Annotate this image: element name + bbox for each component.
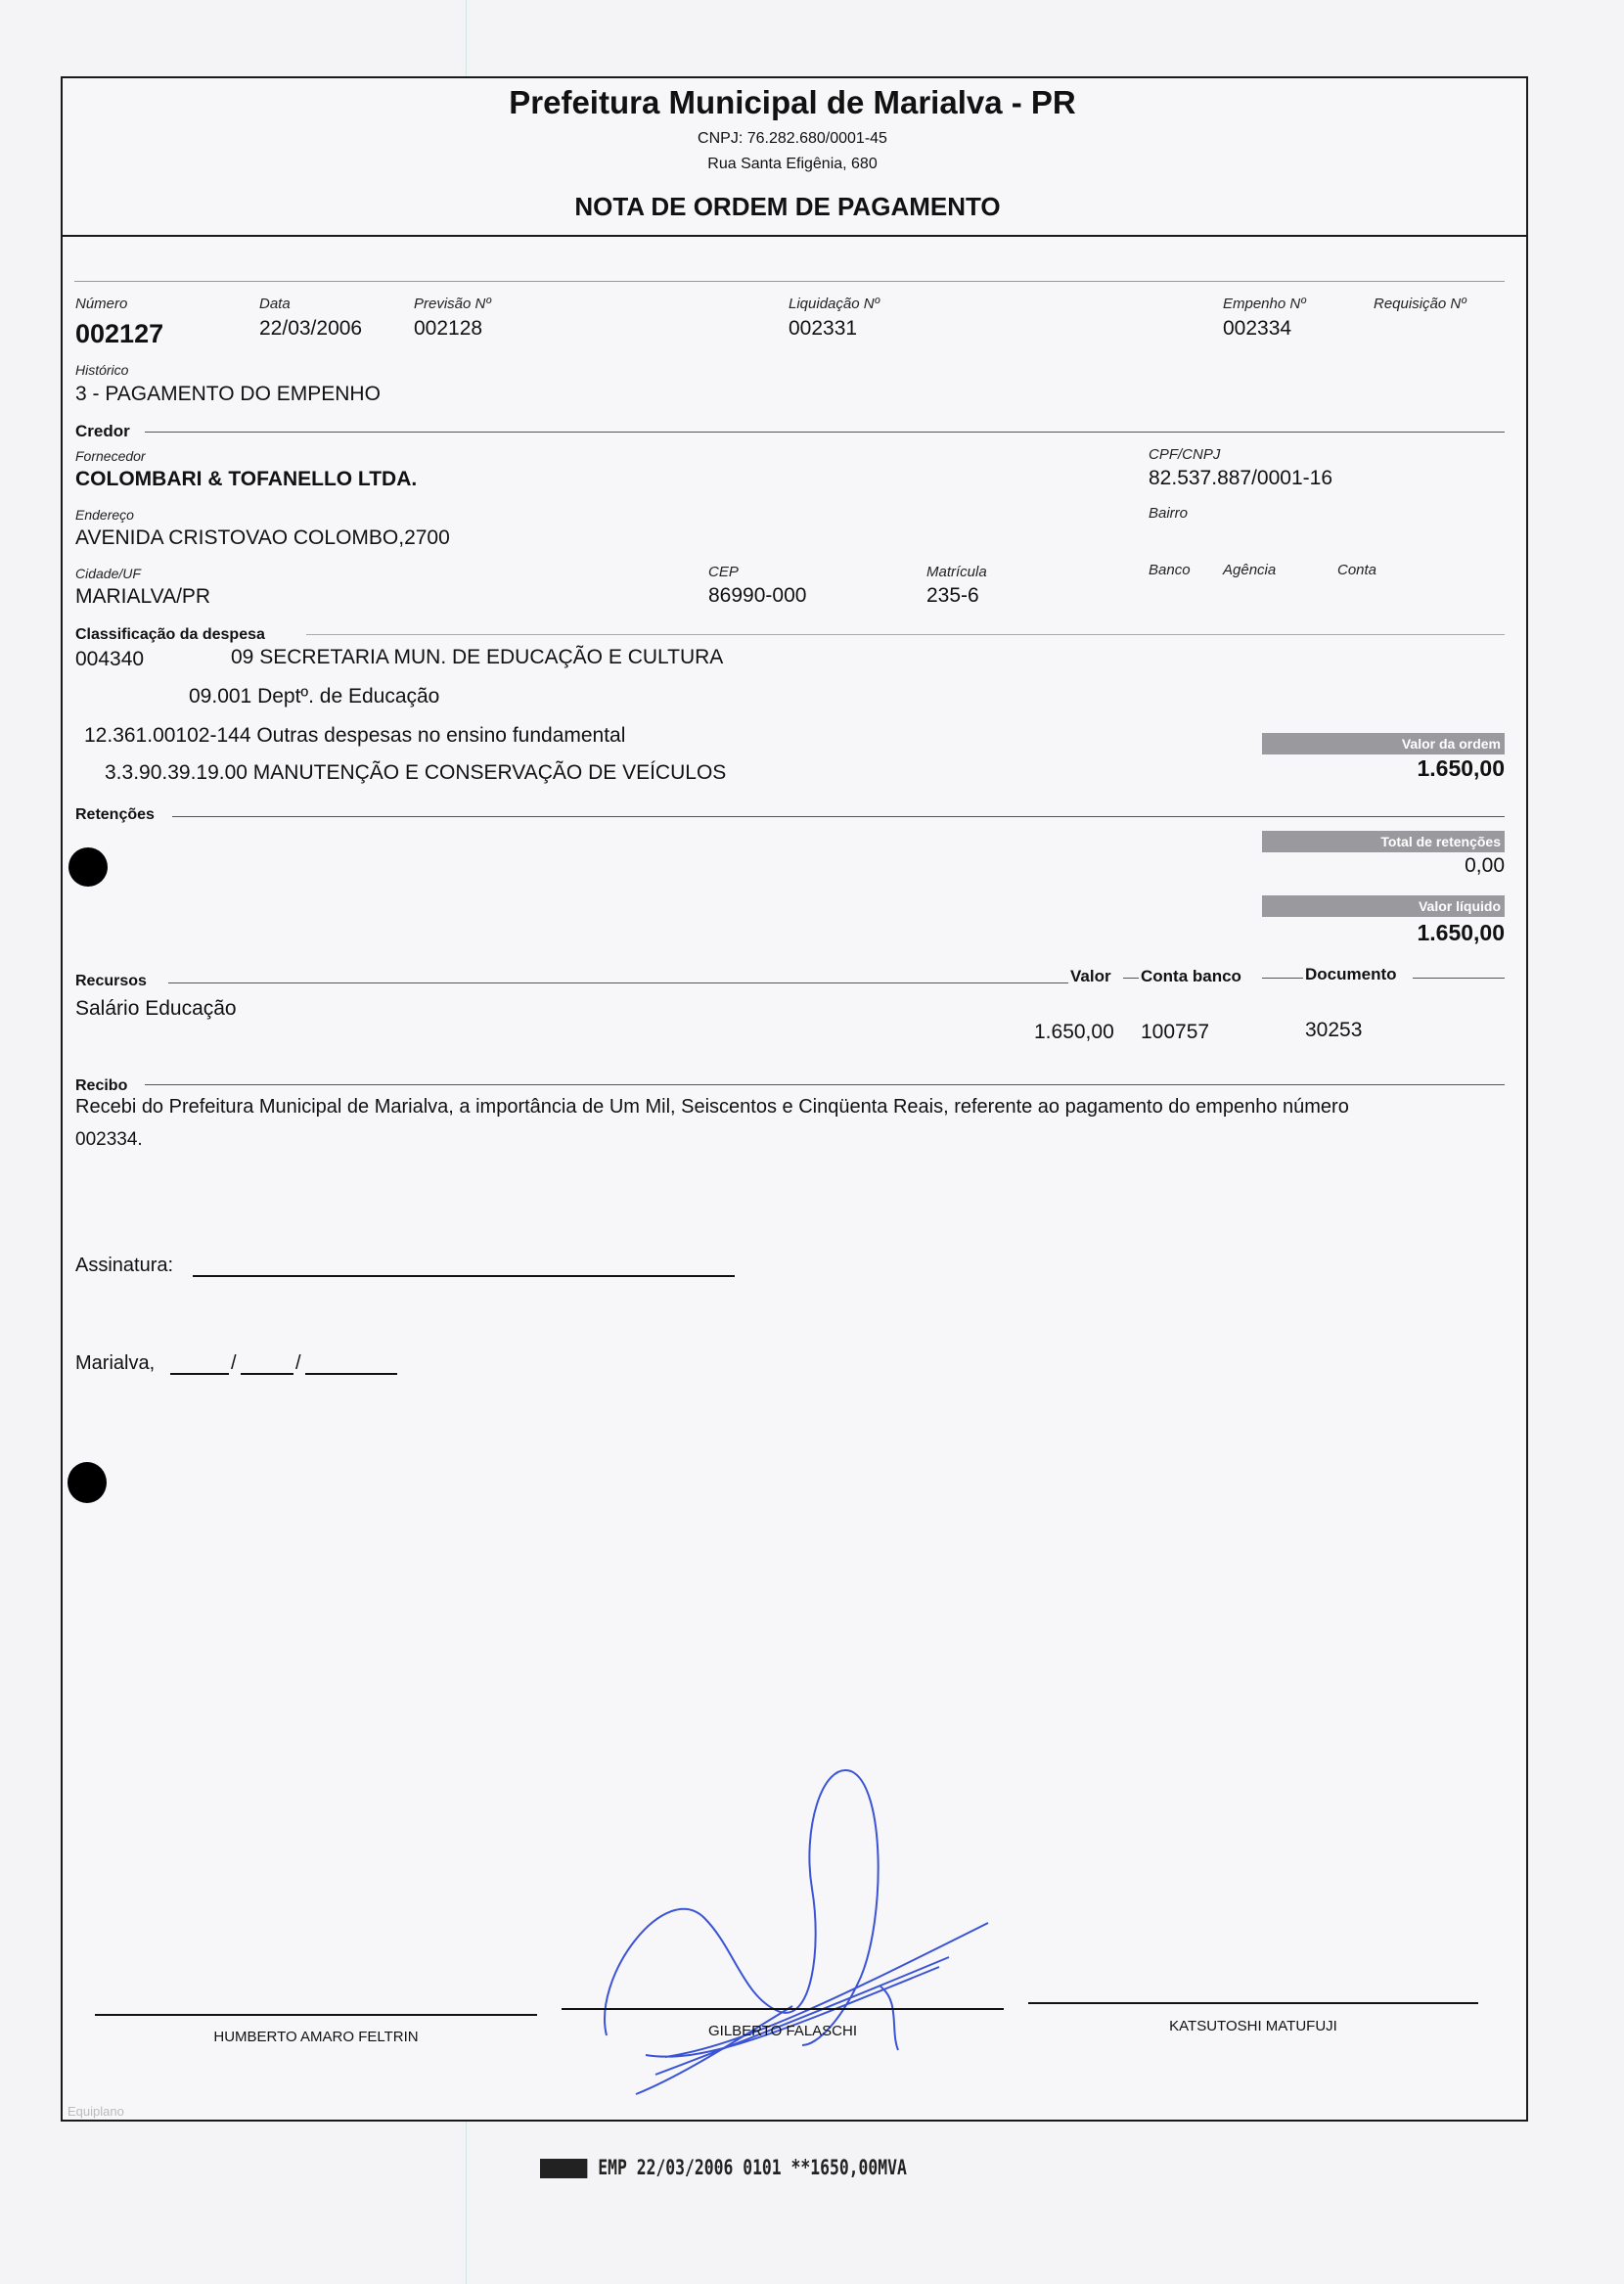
classificacao-line2: 09.001 Deptº. de Educação bbox=[189, 685, 440, 708]
valor-liquido-label: Valor líquido bbox=[1262, 895, 1505, 917]
liquidacao-value: 002331 bbox=[789, 317, 858, 340]
cnpj-text: CNPJ: 76.282.680/0001-45 bbox=[698, 130, 887, 147]
retencoes-rule bbox=[172, 816, 1505, 817]
numero-value: 002127 bbox=[75, 319, 164, 348]
date-slash-2: / bbox=[295, 1352, 301, 1374]
empenho-label: Empenho Nº bbox=[1223, 296, 1306, 312]
cep-label: CEP bbox=[708, 564, 739, 580]
matricula-value: 235-6 bbox=[926, 584, 979, 607]
classificacao-line3: 12.361.00102-144 Outras despesas no ensino fundamental bbox=[84, 724, 626, 747]
total-retencoes-label: Total de retenções bbox=[1262, 831, 1505, 852]
date-blank-day bbox=[170, 1373, 229, 1375]
agencia-label: Agência bbox=[1223, 562, 1277, 578]
banco-label: Banco bbox=[1149, 562, 1191, 578]
recursos-documento: 30253 bbox=[1305, 1019, 1363, 1041]
classificacao-code: 004340 bbox=[75, 648, 145, 670]
credor-section: Credor bbox=[75, 422, 130, 440]
liquidacao-label: Liquidação Nº bbox=[789, 296, 880, 312]
date-slash-1: / bbox=[231, 1352, 237, 1374]
fornecedor-value: COLOMBARI & TOFANELLO LTDA. bbox=[75, 468, 418, 490]
recursos-rule-2 bbox=[1123, 978, 1139, 979]
fornecedor-label: Fornecedor bbox=[75, 448, 146, 464]
recursos-conta: 100757 bbox=[1141, 1021, 1210, 1043]
data-value: 22/03/2006 bbox=[259, 317, 363, 340]
handwritten-signature bbox=[587, 1752, 1076, 2104]
previsao-value: 002128 bbox=[414, 317, 483, 340]
signature-line-2 bbox=[562, 2008, 1004, 2010]
local-label: Marialva, bbox=[75, 1352, 156, 1374]
punch-hole-top bbox=[68, 847, 108, 887]
endereco-value: AVENIDA CRISTOVAO COLOMBO,2700 bbox=[75, 526, 450, 549]
retencoes-section: Retenções bbox=[75, 806, 155, 823]
recursos-conta-label: Conta banco bbox=[1141, 967, 1241, 985]
bank-stamp bbox=[540, 2156, 907, 2179]
cep-value: 86990-000 bbox=[708, 584, 807, 607]
bairro-label: Bairro bbox=[1149, 505, 1189, 522]
valor-ordem-label: Valor da ordem bbox=[1262, 733, 1505, 754]
recibo-text-line1: Recebi do Prefeitura Municipal de Marialva, a importância de Um Mil, Seiscentos e Cinqüenta Reais, referente ao pagamento do empenho número bbox=[75, 1096, 1349, 1118]
recibo-rule bbox=[145, 1084, 1505, 1085]
classificacao-section: Classificação da despesa bbox=[75, 626, 265, 643]
recibo-section: Recibo bbox=[75, 1077, 128, 1094]
requisicao-label: Requisição Nº bbox=[1374, 296, 1466, 312]
stamp-text: EMP 22/03/2006 0101 **1650,00MVA bbox=[598, 2156, 907, 2179]
cpf-value: 82.537.887/0001-16 bbox=[1149, 467, 1333, 489]
data-label: Data bbox=[259, 296, 291, 312]
date-blank-month bbox=[241, 1373, 293, 1375]
historico-label: Histórico bbox=[75, 362, 129, 378]
address-text: Rua Santa Efigênia, 680 bbox=[707, 156, 878, 172]
recursos-valor-label: Valor bbox=[1070, 967, 1111, 985]
page-title: Prefeitura Municipal de Marialva - PR bbox=[509, 84, 1076, 120]
header-divider bbox=[61, 235, 1526, 237]
classificacao-rule bbox=[306, 634, 1505, 635]
total-retencoes-value: 0,00 bbox=[1465, 854, 1505, 877]
cpf-label: CPF/CNPJ bbox=[1149, 446, 1221, 463]
top-rule bbox=[74, 281, 1505, 282]
endereco-label: Endereço bbox=[75, 507, 134, 523]
signature-name-2: GILBERTO FALASCHI bbox=[708, 2023, 857, 2039]
valor-liquido-value: 1.650,00 bbox=[1417, 920, 1505, 945]
valor-ordem-value: 1.650,00 bbox=[1417, 755, 1505, 781]
conta-label: Conta bbox=[1337, 562, 1377, 578]
software-watermark: Equiplano bbox=[68, 2104, 124, 2119]
document-title: NOTA DE ORDEM DE PAGAMENTO bbox=[574, 192, 1001, 221]
stamp-logo-icon bbox=[540, 2159, 587, 2178]
credor-rule bbox=[145, 432, 1505, 433]
punch-hole-bottom bbox=[68, 1462, 107, 1503]
classificacao-line1: 09 SECRETARIA MUN. DE EDUCAÇÃO E CULTURA bbox=[231, 646, 724, 668]
signature-line-3 bbox=[1028, 2002, 1478, 2004]
date-blank-year bbox=[305, 1373, 397, 1375]
historico-value: 3 - PAGAMENTO DO EMPENHO bbox=[75, 383, 381, 405]
recursos-documento-label: Documento bbox=[1305, 965, 1397, 983]
recursos-valor: 1.650,00 bbox=[1034, 1021, 1114, 1043]
cidade-label: Cidade/UF bbox=[75, 566, 141, 581]
recursos-rule bbox=[168, 982, 1068, 983]
recursos-rule-4 bbox=[1413, 978, 1505, 979]
numero-label: Número bbox=[75, 296, 128, 312]
signature-name-3: KATSUTOSHI MATUFUJI bbox=[1169, 2018, 1337, 2034]
signature-line-1 bbox=[95, 2014, 537, 2016]
signature-name-1: HUMBERTO AMARO FELTRIN bbox=[213, 2029, 419, 2045]
recursos-fonte: Salário Educação bbox=[75, 997, 237, 1020]
matricula-label: Matrícula bbox=[926, 564, 987, 580]
classificacao-line4: 3.3.90.39.19.00 MANUTENÇÃO E CONSERVAÇÃO DE VEÍCULOS bbox=[105, 761, 727, 784]
recursos-rule-3 bbox=[1262, 978, 1303, 979]
recibo-text-line2: 002334. bbox=[75, 1129, 143, 1150]
assinatura-label: Assinatura: bbox=[75, 1255, 174, 1276]
cidade-value: MARIALVA/PR bbox=[75, 585, 211, 608]
recursos-section: Recursos bbox=[75, 973, 147, 989]
previsao-label: Previsão Nº bbox=[414, 296, 491, 312]
assinatura-line bbox=[193, 1275, 735, 1277]
empenho-value: 002334 bbox=[1223, 317, 1292, 340]
